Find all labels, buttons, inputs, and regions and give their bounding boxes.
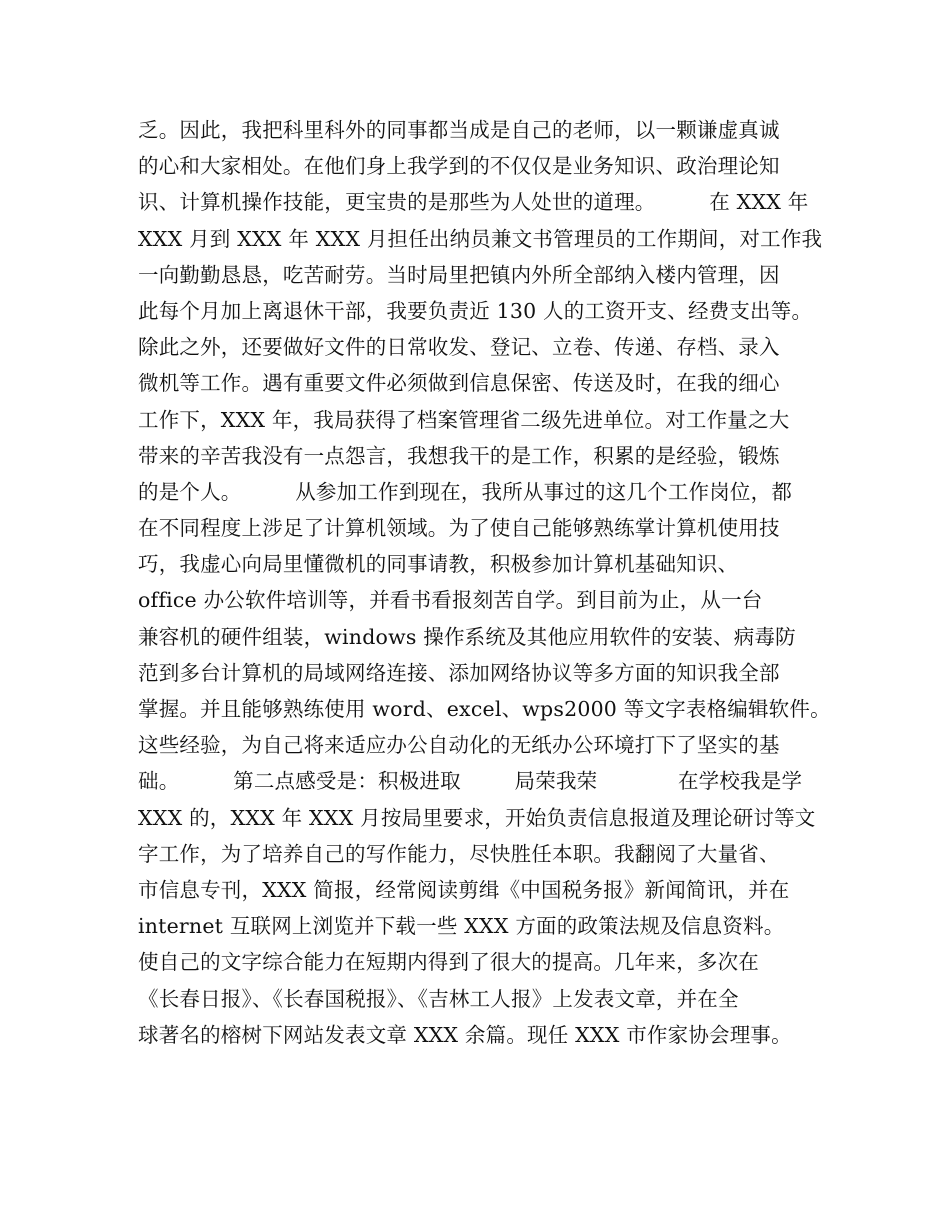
text-line-17: 掌握。并且能够熟练使用 word、excel、wps2000 等文字表格编辑软件。 xyxy=(138,697,831,721)
text-line-11: 的是个人。 从参加工作到现在，我所从事过的这几个工作岗位，都 xyxy=(138,479,793,504)
text-line-1: 乏。因此，我把科里科外的同事都当成是自己的老师，以一颗谦虚真诚 xyxy=(138,118,780,142)
text-line-4: XXX 月到 XXX 年 XXX 月担任出纳员兼文书管理员的工作期间，对工作我 xyxy=(138,226,823,251)
text-line-13: 巧，我虚心向局里懂微机的同事请教，积极参加计算机基础知识、 xyxy=(138,552,739,577)
text-line-6: 此每个月加上离退休干部，我要负责近 130 人的工资开支、经费支出等。 xyxy=(138,298,813,323)
text-line-15: 兼容机的硬件组装，windows 操作系统及其他应用软件的安装、病毒防 xyxy=(138,624,796,649)
text-line-25: 《长春日报》、《长春国税报》、《吉林工人报》上发表文章，并在全 xyxy=(138,986,739,1011)
text-line-10: 带来的辛苦我没有一点怨言，我想我干的是工作，积累的是经验，锻炼 xyxy=(138,443,780,468)
text-line-20: XXX 的，XXX 年 XXX 月按局里要求，开始负责信息报道及理论研讨等文 xyxy=(138,805,816,830)
body-text xyxy=(138,112,831,1053)
text-line-24: 使自己的文字综合能力在短期内得到了很大的提高。几年来，多次在 xyxy=(138,950,759,975)
text-line-23: internet 互联网上浏览并下载一些 XXX 方面的政策法规及信息资料。 xyxy=(138,914,785,939)
text-line-21: 字工作，为了培养自己的写作能力，尽快胜任本职。我翻阅了大量省、 xyxy=(138,841,780,866)
text-line-9: 工作下，XXX 年，我局获得了档案管理省二级先进单位。对工作量之大 xyxy=(138,407,790,432)
text-line-5: 一向勤勤恳恳，吃苦耐劳。当时局里把镇内外所全部纳入楼内管理，因 xyxy=(138,262,780,287)
text-line-12: 在不同程度上涉足了计算机领域。为了使自己能够熟练掌计算机使用技 xyxy=(138,516,780,541)
text-line-2: 的心和大家相处。在他们身上我学到的不仅仅是业务知识、政治理论知 xyxy=(138,154,780,179)
text-line-16: 范到多台计算机的局域网络连接、添加网络协议等多方面的知识我全部 xyxy=(138,660,780,685)
text-line-22: 市信息专刊，XXX 简报，经常阅读剪缉《中国税务报》新闻简讯，并在 xyxy=(138,877,790,902)
text-line-7: 除此之外，还要做好文件的日常收发、登记、立卷、传递、存档、录入 xyxy=(138,335,780,360)
text-line-14: office 办公软件培训等，并看书看报刻苦自学。到目前为止，从一台 xyxy=(138,588,763,613)
text-line-18: 这些经验，为自己将来适应办公自动化的无纸办公环境打下了坚实的基 xyxy=(138,733,780,758)
text-line-26: 球著名的榕树下网站发表文章 XXX 余篇。现任 XXX 市作家协会理事。 xyxy=(138,1022,792,1047)
text-line-3: 识、计算机操作技能，更宝贵的是那些为人处世的道理。 在 XXX 年 xyxy=(138,190,809,215)
text-line-8: 微机等工作。遇有重要文件必须做到信息保密、传送及时，在我的细心 xyxy=(138,371,780,396)
text-line-19: 础。 第二点感受是：积极进取 局荣我荣 在学校我是学 xyxy=(138,769,803,794)
